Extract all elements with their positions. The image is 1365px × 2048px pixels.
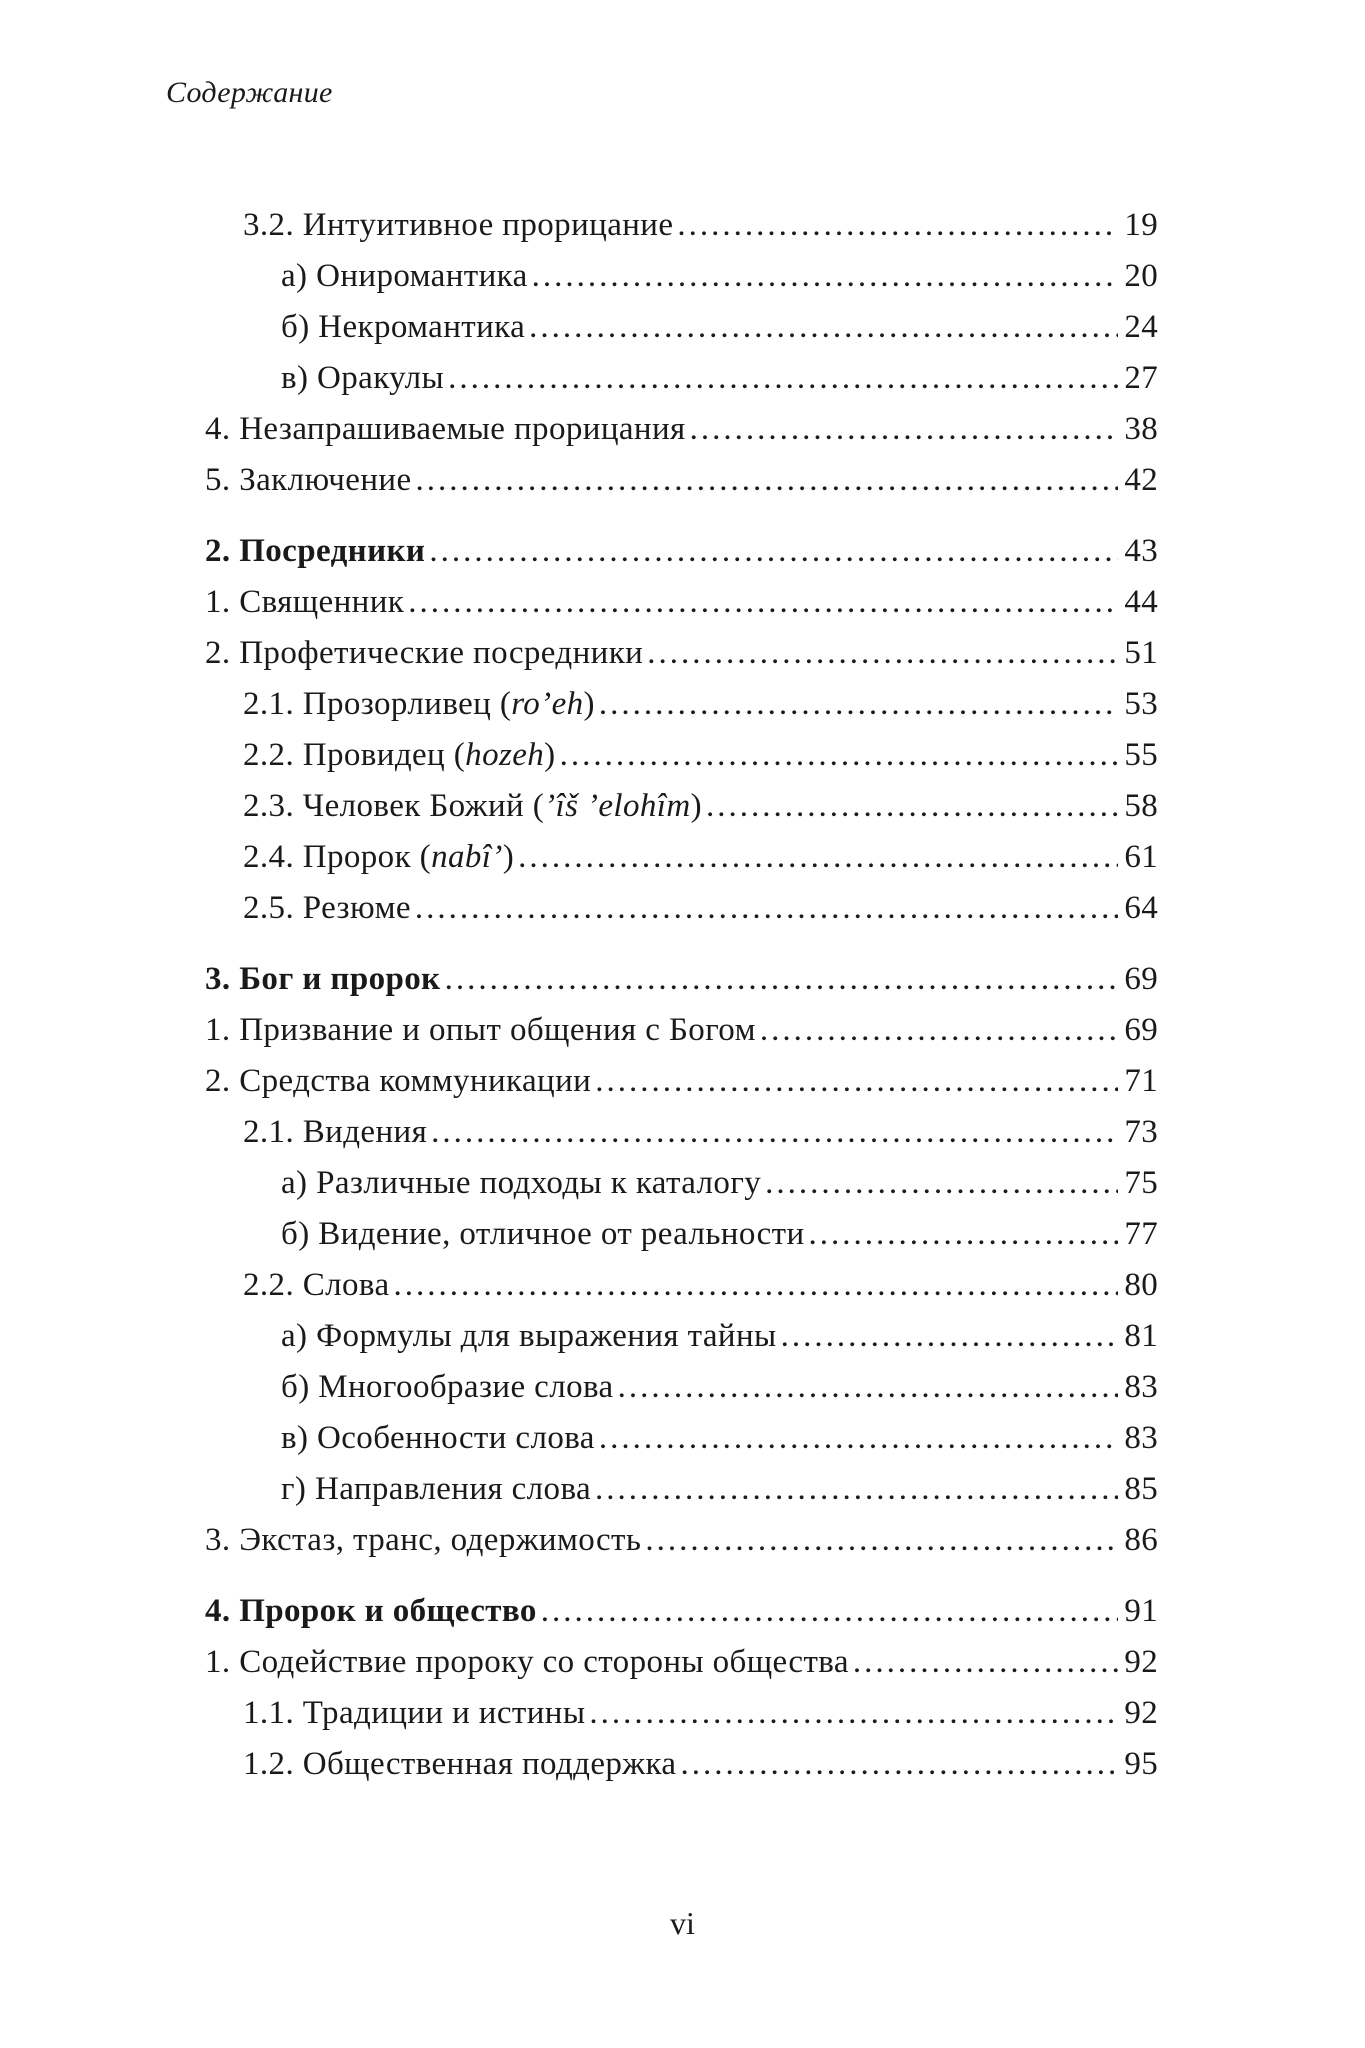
toc-entry-title-part: 2.2. Слова <box>243 1267 390 1303</box>
toc-entry-title <box>243 832 514 883</box>
toc-entry <box>205 577 1158 628</box>
toc-entry <box>205 302 1158 353</box>
dot-leader <box>690 404 1119 455</box>
toc-chapter-entry <box>205 954 1158 1005</box>
toc-page-number: 69 <box>1124 1012 1158 1048</box>
toc-entry-title <box>243 679 595 730</box>
toc-entry-title-part: ) <box>544 737 556 773</box>
toc-entry-title <box>281 1464 591 1515</box>
dot-leader <box>416 455 1119 506</box>
toc-entry <box>205 1688 1158 1739</box>
toc-entry <box>205 730 1158 781</box>
toc-page-number: 69 <box>1124 961 1158 997</box>
toc-entry-title <box>281 1413 595 1464</box>
toc-page-number: 24 <box>1124 309 1158 345</box>
dot-leader <box>781 1311 1119 1362</box>
toc-entry-title-part: 1. Призвание и опыт общения с Богом <box>205 1012 756 1048</box>
toc-entry-title-part: б) Видение, отличное от реальности <box>281 1216 805 1252</box>
toc-entry-title-part: 2.2. Провидец ( <box>243 737 466 773</box>
dot-leader <box>518 832 1118 883</box>
toc-entry <box>205 883 1158 934</box>
toc-entry-title-part: 3.2. Интуитивное прорицание <box>243 207 674 243</box>
toc-entry <box>205 1739 1158 1790</box>
dot-leader <box>541 1586 1119 1637</box>
toc-entry-title-part: г) Направления слова <box>281 1471 592 1507</box>
dot-leader <box>415 883 1118 934</box>
toc-page-number: 38 <box>1124 411 1158 447</box>
dot-leader <box>599 679 1118 730</box>
toc-entry-title-part: 4. Незапрашиваемые прорицания <box>205 411 686 447</box>
toc-entry-title-part: 2.1. Прозорливец ( <box>243 686 512 722</box>
toc-entry-title <box>243 1260 390 1311</box>
toc-entry-title <box>205 954 441 1005</box>
toc-page-number: 55 <box>1124 737 1158 773</box>
toc-entry <box>205 200 1158 251</box>
toc-entry <box>205 1413 1158 1464</box>
toc-entry-title-italic: nabî’ <box>431 839 503 875</box>
toc-entry-title-part: 1. Священник <box>205 584 405 620</box>
toc-entry <box>205 1637 1158 1688</box>
dot-leader <box>429 526 1118 577</box>
toc-entry <box>205 251 1158 302</box>
toc-entry-title-part: в) Оракулы <box>281 360 445 396</box>
toc-page-number: 20 <box>1124 258 1158 294</box>
toc-entry-title-part: 3. Бог и пророк <box>205 961 441 997</box>
toc-entry-title-part: 2. Средства коммуникации <box>205 1063 592 1099</box>
toc-page-number: 85 <box>1124 1471 1158 1507</box>
toc-page-number: 27 <box>1124 360 1158 396</box>
toc-entry-title-part: 3. Экстаз, транс, одержимость <box>205 1522 642 1558</box>
dot-leader <box>560 730 1119 781</box>
toc-entry-title <box>281 1158 761 1209</box>
toc-entry-title-part: 1.1. Традиции и истины <box>243 1695 586 1731</box>
toc-entry-title-part: ) <box>583 686 595 722</box>
toc-entry <box>205 455 1158 506</box>
toc-page-number: 58 <box>1124 788 1158 824</box>
toc-page-number: 64 <box>1124 890 1158 926</box>
toc-entry-title-italic: ro’eh <box>511 686 584 722</box>
toc-entry <box>205 832 1158 883</box>
toc-page-number: 92 <box>1124 1695 1158 1731</box>
dot-leader <box>809 1209 1119 1260</box>
dot-leader <box>394 1260 1119 1311</box>
toc-entry-title-part: 2.1. Видения <box>243 1114 428 1150</box>
toc-entry-title-part: а) Формулы для выражения тайны <box>281 1318 777 1354</box>
toc-entry-title <box>281 353 444 404</box>
toc-entry-title <box>281 1311 777 1362</box>
toc-entry-title <box>243 200 673 251</box>
dot-leader <box>599 1413 1119 1464</box>
dot-leader <box>647 628 1118 679</box>
toc-entry-title-italic: hozeh <box>465 737 545 773</box>
toc-page-number: 42 <box>1124 462 1158 498</box>
toc-entry-title-part: 5. Заключение <box>205 462 412 498</box>
toc-entry <box>205 404 1158 455</box>
toc-entry-title <box>281 1209 805 1260</box>
dot-leader <box>431 1107 1118 1158</box>
dot-leader <box>589 1688 1118 1739</box>
toc-page-number: 53 <box>1124 686 1158 722</box>
toc-entry-title <box>243 1688 585 1739</box>
toc-entry-title-italic: ’îš ’elohîm <box>544 788 691 824</box>
toc-entry-title-part: 2. Профетические посредники <box>205 635 644 671</box>
toc-entry-title <box>281 302 525 353</box>
toc-entry-title-part: ) <box>690 788 702 824</box>
toc-entry <box>205 1464 1158 1515</box>
toc-entry <box>205 1515 1158 1566</box>
toc-page-number: 75 <box>1124 1165 1158 1201</box>
toc-entry-title <box>243 1739 676 1790</box>
toc-entry-title <box>243 730 556 781</box>
toc-chapter-entry <box>205 526 1158 577</box>
toc-entry-title <box>243 1107 427 1158</box>
toc-page-number: 77 <box>1124 1216 1158 1252</box>
toc-entry <box>205 1311 1158 1362</box>
toc-page-number: 44 <box>1124 584 1158 620</box>
toc-entry-title <box>205 1056 591 1107</box>
toc-page-number: 19 <box>1124 207 1158 243</box>
toc-entry-title <box>205 1637 849 1688</box>
toc-page-number: 71 <box>1124 1063 1158 1099</box>
dot-leader <box>595 1056 1118 1107</box>
toc-page-number: 83 <box>1124 1369 1158 1405</box>
toc-entry-title-part: а) Различные подходы к каталогу <box>281 1165 762 1201</box>
toc-page-number: 43 <box>1124 533 1158 569</box>
toc-entry-title-part: 2.3. Человек Божий ( <box>243 788 545 824</box>
toc-page-number: 61 <box>1124 839 1158 875</box>
toc-page-number: 51 <box>1124 635 1158 671</box>
dot-leader <box>618 1362 1119 1413</box>
toc-entry-title <box>205 455 412 506</box>
page-number: vi <box>670 1905 695 1941</box>
dot-leader <box>706 781 1118 832</box>
toc-page-number: 83 <box>1124 1420 1158 1456</box>
toc-entry <box>205 679 1158 730</box>
toc-entry <box>205 628 1158 679</box>
toc-page-number: 86 <box>1124 1522 1158 1558</box>
toc-page-number: 95 <box>1124 1746 1158 1782</box>
dot-leader <box>645 1515 1118 1566</box>
toc-page-number: 81 <box>1124 1318 1158 1354</box>
dot-leader <box>677 200 1118 251</box>
toc-page-number: 80 <box>1124 1267 1158 1303</box>
running-head: Содержание <box>166 76 333 109</box>
toc-entry-title-part: 4. Пророк и общество <box>205 1593 537 1629</box>
toc-entry-title <box>243 883 411 934</box>
toc-entry-title <box>205 577 404 628</box>
toc-page-number: 73 <box>1124 1114 1158 1150</box>
toc-entry-title <box>281 251 528 302</box>
toc-entry-title-part: 1. Содействие пророку со стороны общества <box>205 1644 849 1680</box>
toc-entry-title-part: ) <box>502 839 515 875</box>
toc-entry-title-part: 1.2. Общественная поддержка <box>243 1746 677 1782</box>
dot-leader <box>760 1005 1119 1056</box>
toc-entry <box>205 1362 1158 1413</box>
table-of-contents <box>205 200 1158 1790</box>
toc-entry <box>205 1158 1158 1209</box>
toc-entry-title <box>205 1586 537 1637</box>
toc-entry <box>205 1209 1158 1260</box>
toc-page-number: 92 <box>1124 1644 1158 1680</box>
toc-entry-title-part: б) Многообразие слова <box>281 1369 614 1405</box>
toc-entry-title <box>205 628 643 679</box>
toc-chapter-entry <box>205 1586 1158 1637</box>
dot-leader <box>532 251 1119 302</box>
dot-leader <box>445 954 1119 1005</box>
toc-entry-title <box>205 1005 756 1056</box>
toc-entry-title <box>243 781 702 832</box>
toc-entry-title <box>205 1515 641 1566</box>
dot-leader <box>765 1158 1118 1209</box>
toc-entry-title-part: 2. Посредники <box>205 533 426 569</box>
dot-leader <box>595 1464 1118 1515</box>
toc-entry <box>205 1056 1158 1107</box>
toc-entry-title <box>205 526 425 577</box>
toc-entry <box>205 1005 1158 1056</box>
toc-page-number: 91 <box>1124 1593 1158 1629</box>
dot-leader <box>529 302 1118 353</box>
toc-entry <box>205 781 1158 832</box>
toc-entry-title <box>281 1362 614 1413</box>
toc-entry-title-part: в) Особенности слова <box>281 1420 595 1456</box>
dot-leader <box>448 353 1118 404</box>
toc-entry-title <box>205 404 686 455</box>
dot-leader <box>853 1637 1119 1688</box>
dot-leader <box>408 577 1118 628</box>
dot-leader <box>680 1739 1118 1790</box>
toc-entry-title-part: б) Некромантика <box>281 309 526 345</box>
toc-entry <box>205 1260 1158 1311</box>
toc-entry-title-part: 2.5. Резюме <box>243 890 411 926</box>
toc-entry-title-part: а) Ониромантика <box>281 258 528 294</box>
toc-entry-title-part: 2.4. Пророк ( <box>243 839 432 875</box>
toc-entry <box>205 353 1158 404</box>
toc-entry <box>205 1107 1158 1158</box>
